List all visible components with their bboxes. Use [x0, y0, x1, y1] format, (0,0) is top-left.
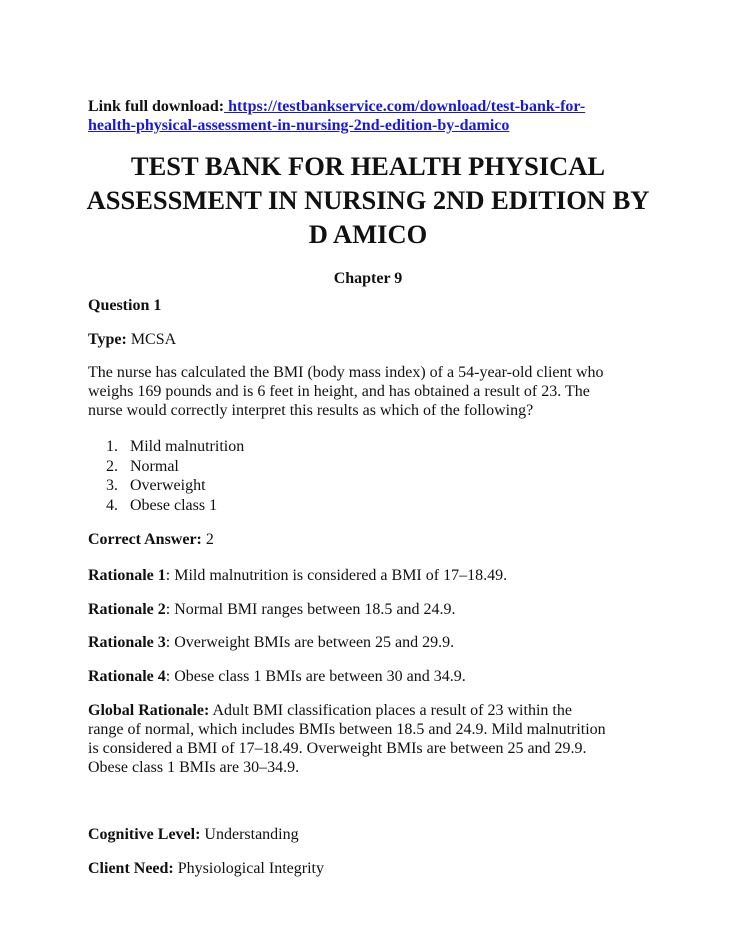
option-item: [106, 437, 244, 457]
option-number: 2.: [106, 457, 118, 475]
option-text: Normal: [130, 457, 179, 475]
rationale-text: : Overweight BMIs are between 25 and 29.9.: [165, 634, 455, 651]
rationale-label: Rationale 1: [88, 567, 166, 584]
correct-answer-label: Correct Answer:: [88, 531, 202, 548]
download-link[interactable]: https://testbankservice.com/download/test-bank-for-: [224, 98, 586, 115]
client-need-label: Client Need:: [88, 860, 174, 877]
client-need-value: Physiological Integrity: [173, 860, 324, 877]
rationale-2: [88, 600, 648, 619]
type-label: Type:: [88, 331, 127, 348]
client-need: [88, 859, 648, 878]
option-item: [106, 476, 244, 496]
rationale-text: : Normal BMI ranges between 18.5 and 24.9.: [165, 601, 456, 618]
option-number: 3.: [106, 477, 118, 494]
answer-options: [106, 437, 244, 515]
rationale-label: Rationale 3: [88, 634, 166, 651]
stem-line-2: weighs 169 pounds and is 6 feet in height, and has obtained a result of 23. The: [88, 383, 590, 400]
title-line-1: TEST BANK FOR HEALTH PHYSICAL: [130, 151, 606, 181]
chapter-heading: Chapter 9: [333, 270, 403, 287]
question-heading: Question 1: [88, 297, 162, 314]
type-value: MCSA: [126, 331, 177, 348]
question-type: [88, 330, 648, 349]
global-rationale-label: Global Rationale:: [88, 702, 210, 719]
cognitive-level-label: Cognitive Level:: [88, 826, 201, 843]
download-link-block: [88, 97, 585, 135]
download-link-label: Link full download:: [88, 98, 225, 115]
rationale-1: [88, 566, 648, 585]
rationale-text: : Obese class 1 BMIs are between 30 and 34.9.: [165, 668, 466, 685]
rationale-3: [88, 633, 648, 652]
stem-line-3: nurse would correctly interpret this results as which of the following?: [88, 402, 534, 419]
global-rationale-line-1: Adult BMI classification places a result of 23 within the: [209, 702, 572, 719]
option-item: [106, 496, 244, 516]
option-text: Mild malnutrition: [130, 438, 245, 455]
rationale-label: Rationale 4: [88, 668, 166, 685]
correct-answer: [88, 530, 648, 549]
document-title: [60, 149, 676, 251]
global-rationale-line-3: is considered a BMI of 17–18.49. Overweight BMIs are between 25 and 29.9.: [88, 740, 587, 757]
option-text: Obese class 1: [130, 496, 218, 514]
cognitive-level-value: Understanding: [200, 826, 299, 843]
option-number: 4.: [106, 496, 118, 514]
rationale-text: : Mild malnutrition is considered a BMI of 17–18.49.: [165, 567, 508, 584]
correct-answer-value: 2: [201, 531, 214, 548]
option-item: [106, 457, 244, 477]
option-text: Overweight: [130, 477, 206, 494]
global-rationale-line-4: Obese class 1 BMIs are 30–34.9.: [88, 759, 300, 776]
global-rationale-line-2: range of normal, which includes BMIs between 18.5 and 24.9. Mild malnutrition: [88, 721, 606, 738]
download-link-continued[interactable]: health-physical-assessment-in-nursing-2nd-edition-by-damico: [88, 117, 510, 134]
cognitive-level: [88, 825, 648, 844]
rationale-label: Rationale 2: [88, 601, 166, 618]
global-rationale: [88, 701, 648, 777]
title-line-2: ASSESSMENT IN NURSING 2ND EDITION BY: [86, 185, 650, 215]
option-number: 1.: [106, 438, 118, 455]
question-stem: [88, 363, 648, 420]
rationale-4: [88, 667, 648, 686]
title-line-3: D AMICO: [308, 219, 428, 249]
stem-line-1: The nurse has calculated the BMI (body mass index) of a 54-year-old client who: [88, 364, 604, 381]
